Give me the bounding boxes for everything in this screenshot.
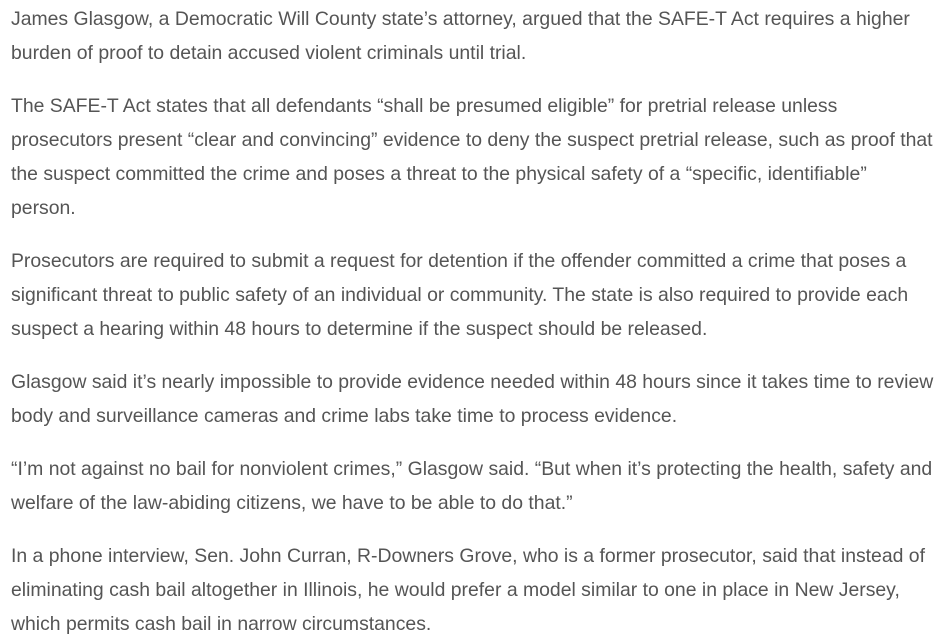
paragraph-glasgow-argument: James Glasgow, a Democratic Will County state’s attorney, argued that the SAFE-T Act requires a higher burden of proof to detain accused violent criminals until trial. xyxy=(11,8,910,64)
paragraph-glasgow-quote: “I’m not against no bail for nonviolent crimes,” Glasgow said. “But when it’s protecting the health, safety and welfare of the law-abiding citizens, we have to be able to do that.” xyxy=(11,458,933,514)
paragraph-detention-request: Prosecutors are required to submit a request for detention if the offender committed a crime that poses a significant threat to public safety of an individual or community. The state is also required to provide each suspect a hearing within 48 hours to determine if the suspect should be released. xyxy=(11,250,909,340)
article-body xyxy=(0,2,934,641)
paragraph-evidence-timing: Glasgow said it’s nearly impossible to provide evidence needed within 48 hours since it takes time to review body and surveillance cameras and crime labs take time to process evidence. xyxy=(11,371,934,427)
paragraph-curran-interview: In a phone interview, Sen. John Curran, R-Downers Grove, who is a former prosecutor, said that instead of eliminating cash bail altogether in Illinois, he would prefer a model similar to one in place in New Jersey, which permits cash bail in narrow circumstances. xyxy=(11,545,925,635)
paragraph-safe-t-presumption: The SAFE-T Act states that all defendants “shall be presumed eligible” for pretrial release unless prosecutors present “clear and convincing” evidence to deny the suspect pretrial release, such as proof that the suspect committed the crime and poses a threat to the physical safety of a “specific, identifiable” person. xyxy=(11,95,933,219)
